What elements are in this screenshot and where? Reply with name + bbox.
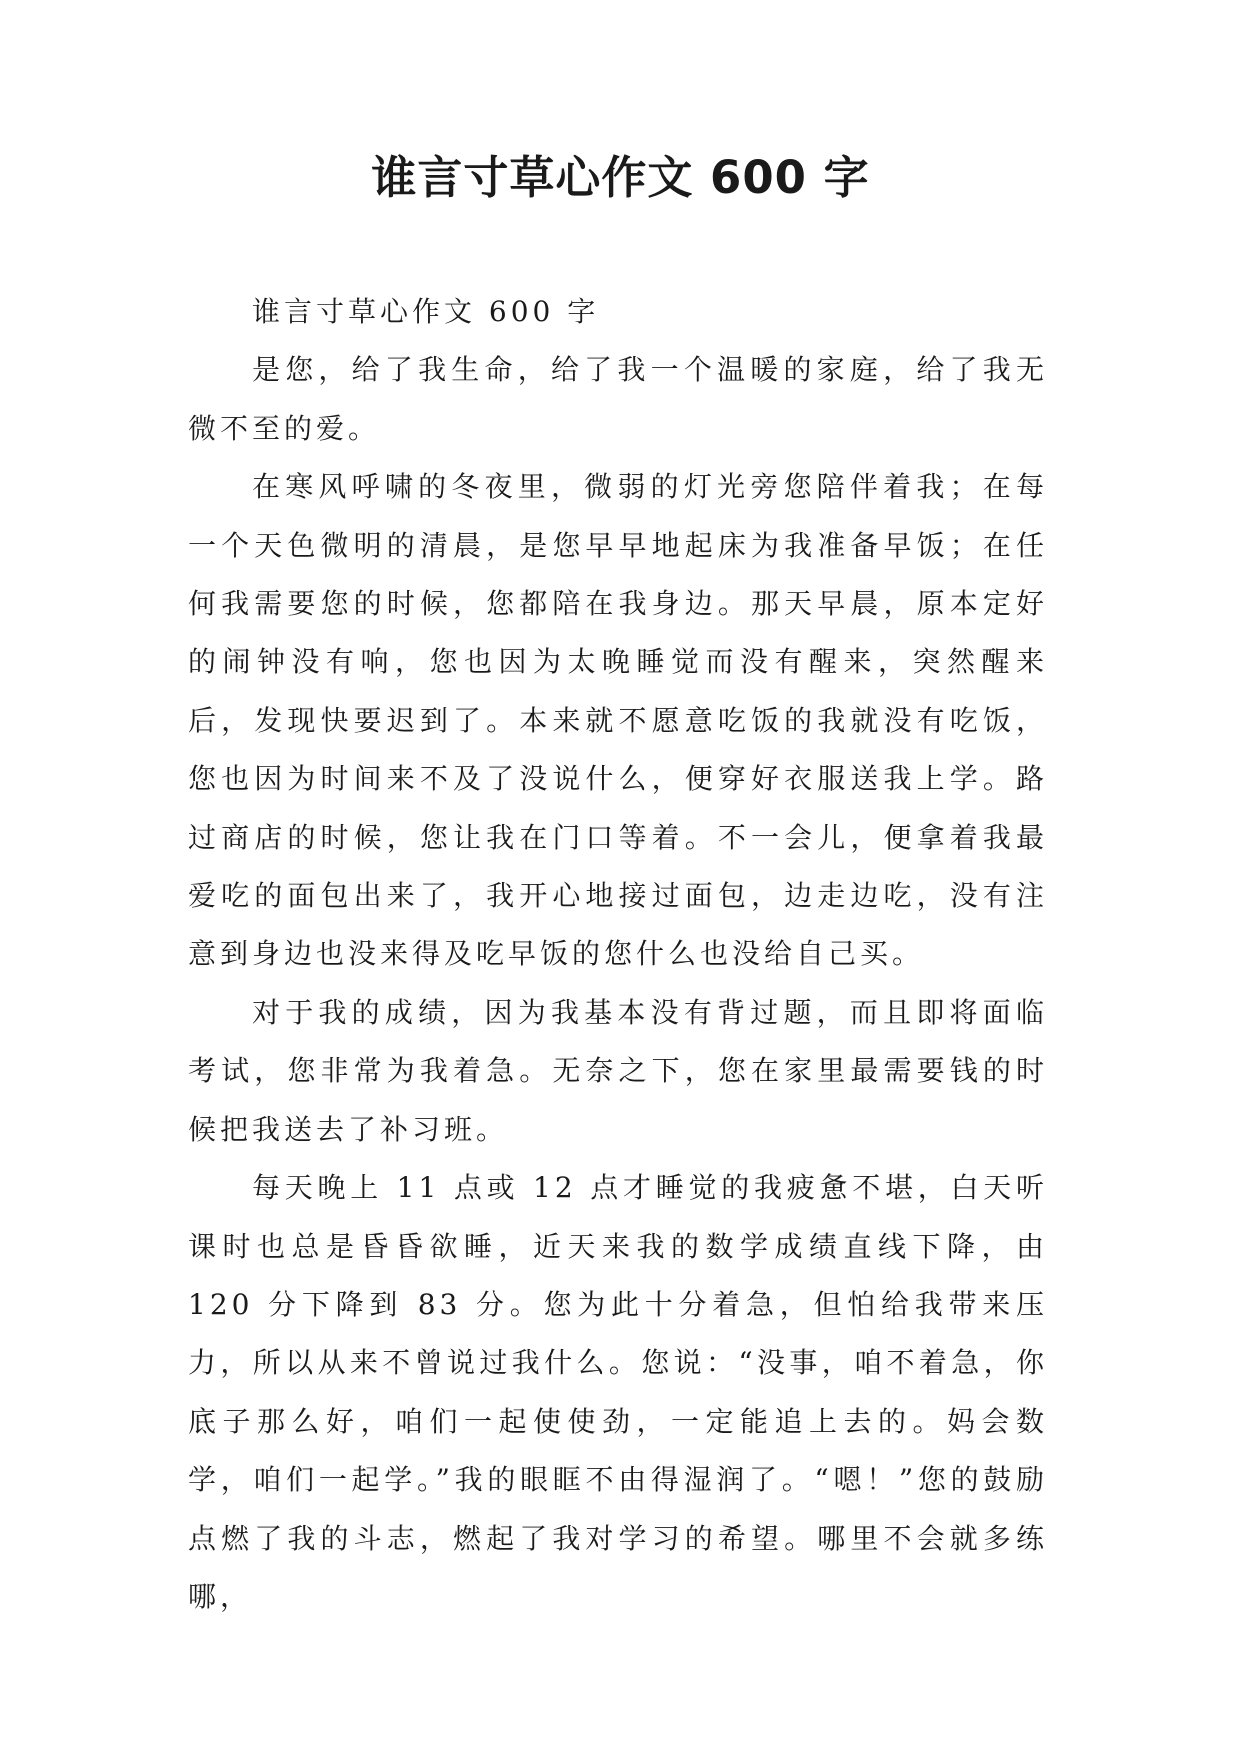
paragraph: 对于我的成绩，因为我基本没有背过题，而且即将面临考试，您非常为我着急。无奈之下，您在家里最需要钱的时候把我送去了补习班。 bbox=[188, 995, 1048, 1146]
document-title: 谁言寸草心作文 600 字 bbox=[371, 151, 870, 204]
paragraph: 每天晚上 11 点或 12 点才睡觉的我疲惫不堪，白天听课时也总是昏昏欲睡，近天来我的数学成绩直线下降，由 120 分下降到 83 分。您为此十分着急，但怕给我带来压力，所以从来不曾说过我什么。您说：“没事，咱不着急，你底子那么好，咱们一起使使劲，一定能追上去的。妈会数学，咱们一起学。”我的眼眶不由得湿润了。“嗯！”您的鼓励点燃了我的斗志，燃起了我对学习的希望。哪里不会就多练哪， bbox=[188, 1171, 1048, 1613]
document-body bbox=[188, 283, 1048, 1626]
paragraph-subtitle: 谁言寸草心作文 600 字 bbox=[252, 295, 600, 328]
paragraph: 在寒风呼啸的冬夜里，微弱的灯光旁您陪伴着我；在每一个天色微明的清晨，是您早早地起床为我准备早饭；在任何我需要您的时候，您都陪在我身边。那天早晨，原本定好的闹钟没有响，您也因为太晚睡觉而没有醒来，突然醒来后，发现快要迟到了。本来就不愿意吃饭的我就没有吃饭，您也因为时间来不及了没说什么，便穿好衣服送我上学。路过商店的时候，您让我在门口等着。不一会儿，便拿着我最爱吃的面包出来了，我开心地接过面包，边走边吃，没有注意到身边也没来得及吃早饭的您什么也没给自己买。 bbox=[188, 470, 1048, 971]
paragraph: 是您，给了我生命，给了我一个温暖的家庭，给了我无微不至的爱。 bbox=[188, 353, 1048, 445]
